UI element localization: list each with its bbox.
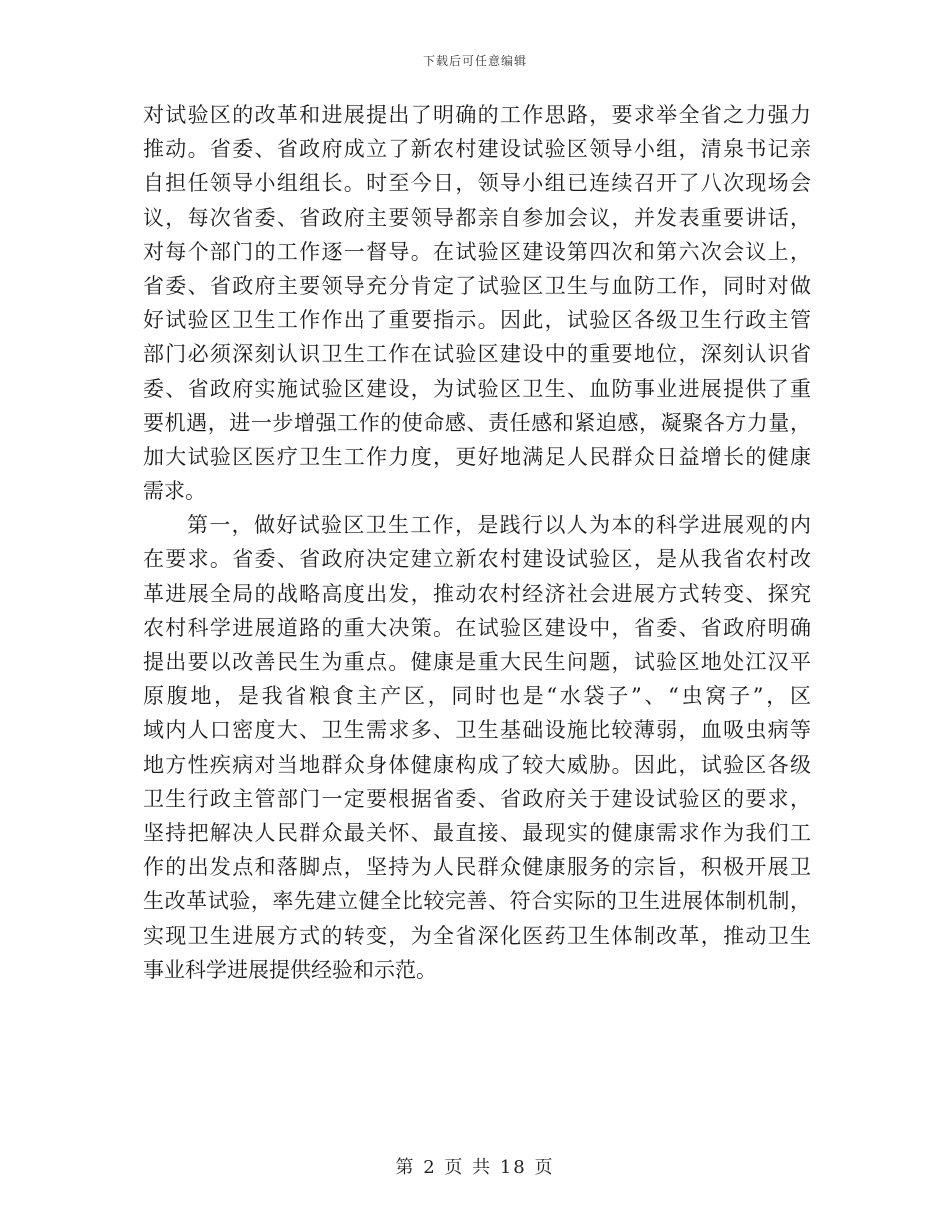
text-line: 卫生行政主管部门一定要根据省委、省政府关于建设试验区的要求， [143, 786, 811, 811]
page-number: 第 2 页 共 18 页 [395, 1157, 555, 1178]
body-text [143, 98, 811, 987]
text-line: 需求。 [143, 479, 206, 504]
text-line: 委、省政府实施试验区建设，为试验区卫生、血防事业进展提供了重 [143, 376, 811, 401]
page-header: 下载后可任意编辑 [422, 54, 527, 68]
text-line: 推动。省委、省政府成立了新农村建设试验区领导小组，清泉书记亲 [143, 137, 811, 162]
text-line: 提出要以改善民生为重点。健康是重大民生问题，试验区地处江汉平 [143, 650, 811, 674]
text-line: 在要求。省委、省政府决定建立新农村建设试验区，是从我省农村改 [143, 547, 811, 572]
text-line: 自担任领导小组组长。时至今日，领导小组已连续召开了八次现场会 [143, 171, 811, 196]
text-line: 加大试验区医疗卫生工作力度，更好地满足人民群众日益增长的健康 [143, 444, 811, 469]
text-line: 域内人口密度大、卫生需求多、卫生基础设施比较薄弱，血吸虫病等 [143, 718, 811, 743]
text-line: 地方性疾病对当地群众身体健康构成了较大威胁。因此，试验区各级 [143, 752, 811, 777]
text-line: 坚持把解决人民群众最关怀、最直接、最现实的健康需求作为我们工 [143, 820, 811, 845]
text-line: 部门必须深刻认识卫生工作在试验区建设中的重要地位，深刻认识省 [143, 342, 811, 367]
text-line: 原腹地，是我省粮食主产区，同时也是“水袋子”、“虫窝子”，区 [143, 684, 811, 709]
paragraph-1 [143, 98, 811, 508]
text-line: 革进展全局的战略高度出发，推动农村经济社会进展方式转变、探究 [143, 581, 811, 606]
text-line: 要机遇，进一步增强工作的使命感、责任感和紧迫感，凝聚各方力量， [143, 410, 811, 435]
text-line: 议，每次省委、省政府主要领导都亲自参加会议，并发表重要讲话， [143, 205, 811, 230]
text-line: 省委、省政府主要领导充分肯定了试验区卫生与血防工作，同时对做 [143, 273, 811, 298]
text-line: 第一，做好试验区卫生工作，是践行以人为本的科学进展观的内 [187, 513, 811, 538]
text-line: 作的出发点和落脚点，坚持为人民群众健康服务的宗旨，积极开展卫 [143, 855, 811, 880]
text-line: 事业科学进展提供经验和示范。 [143, 957, 437, 982]
text-line: 对每个部门的工作逐一督导。在试验区建设第四次和第六次会议上， [143, 239, 811, 264]
text-line: 好试验区卫生工作作出了重要指示。因此，试验区各级卫生行政主管 [143, 308, 811, 333]
text-line: 对试验区的改革和进展提出了明确的工作思路，要求举全省之力强力 [143, 103, 811, 127]
text-line: 生改革试验，率先建立健全比较完善、符合实际的卫生进展体制机制， [143, 889, 811, 914]
paragraph-2 [143, 508, 811, 987]
text-line: 农村科学进展道路的重大决策。在试验区建设中，省委、省政府明确 [143, 615, 811, 640]
text-line: 实现卫生进展方式的转变，为全省深化医药卫生体制改革，推动卫生 [143, 923, 811, 948]
